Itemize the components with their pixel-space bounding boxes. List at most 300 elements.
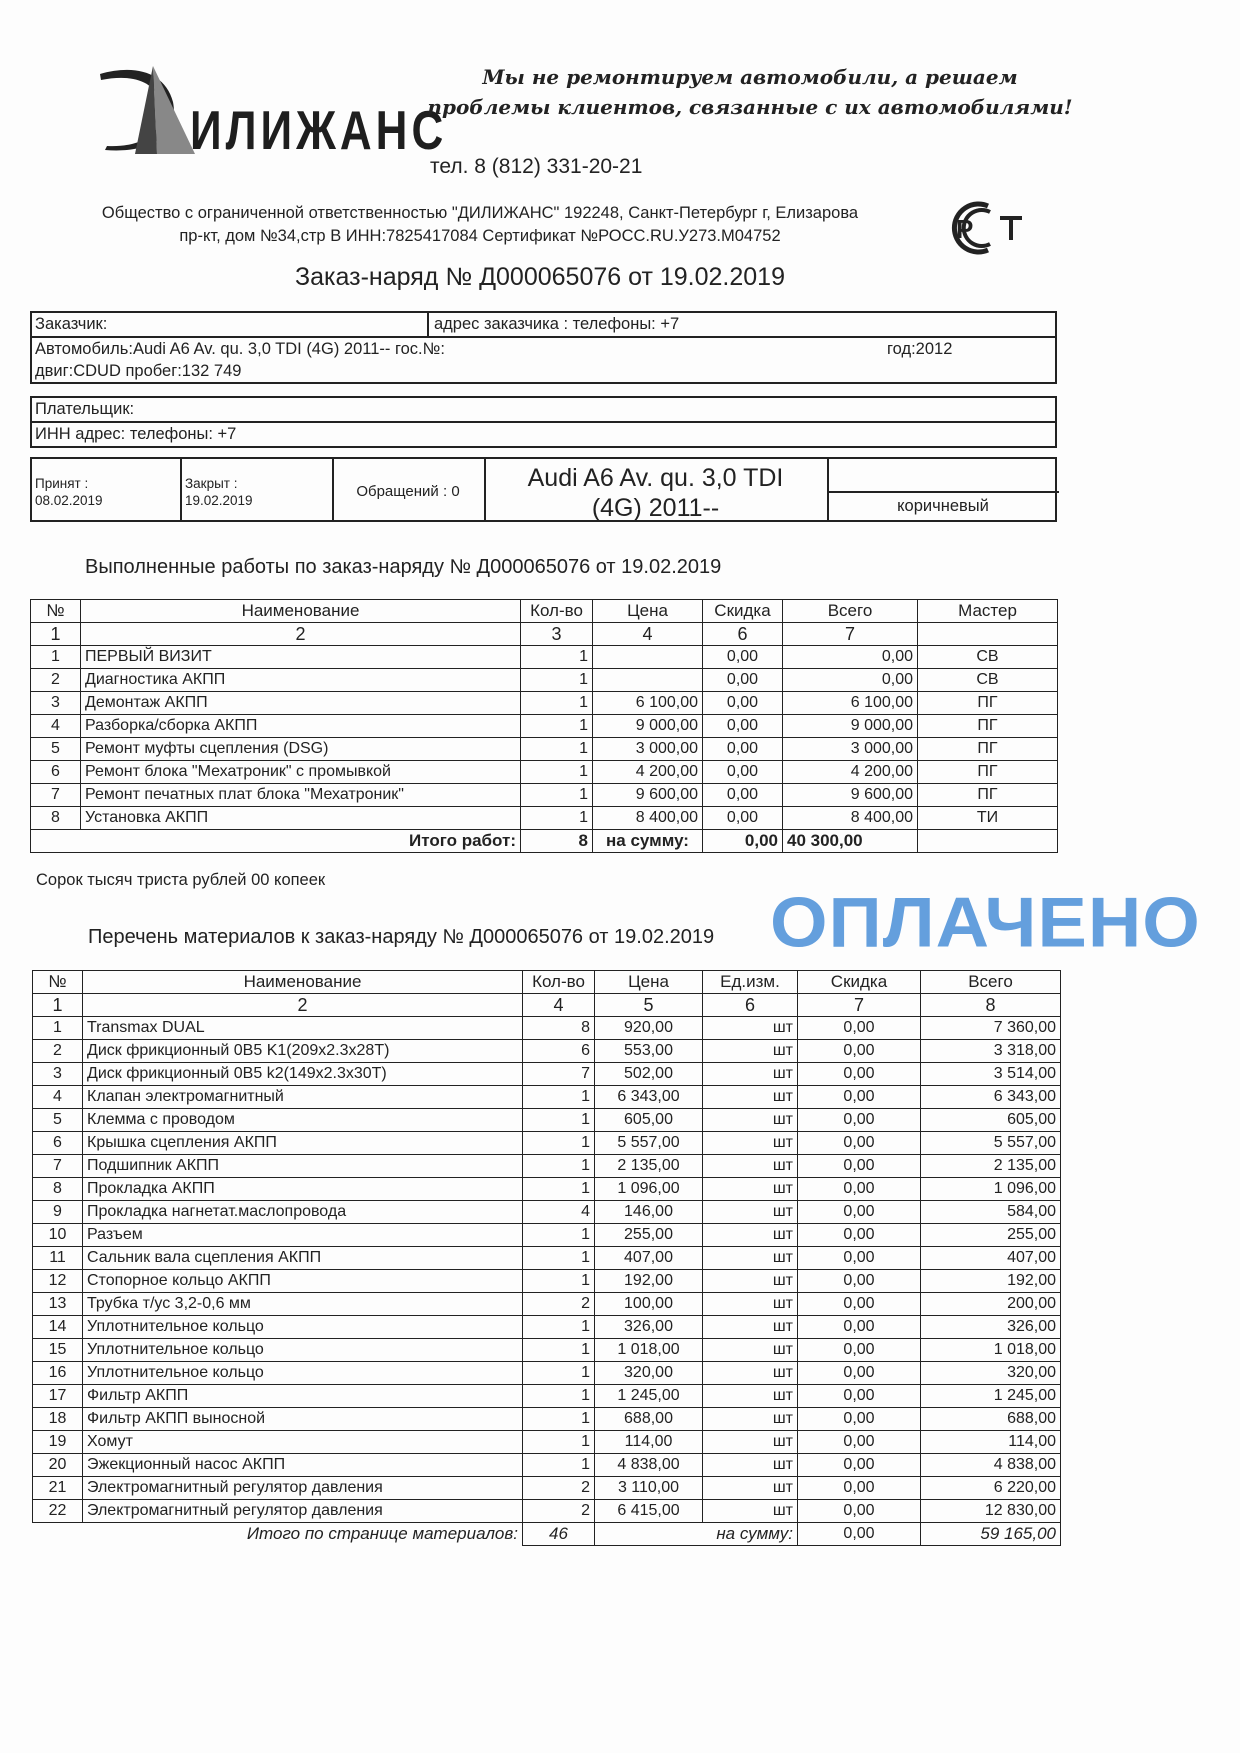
- material-name: Клапан электромагнитный: [83, 1086, 523, 1109]
- material-price: 1 245,00: [595, 1385, 703, 1408]
- payer-label: Плательщик:: [35, 400, 135, 418]
- column-number: 4: [523, 994, 595, 1017]
- material-price: 1 096,00: [595, 1178, 703, 1201]
- material-price: 6 343,00: [595, 1086, 703, 1109]
- material-total: 192,00: [921, 1270, 1061, 1293]
- work-discount: 0,00: [703, 807, 783, 830]
- row-number: 13: [33, 1293, 83, 1316]
- accepted-date: 08.02.2019: [35, 493, 103, 508]
- material-unit: шт: [703, 1270, 798, 1293]
- materials-section-title: Перечень материалов к заказ-наряду № Д000065076 от 19.02.2019: [88, 926, 715, 948]
- material-price: 326,00: [595, 1316, 703, 1339]
- column-number: 5: [595, 994, 703, 1017]
- company-details: [30, 202, 930, 248]
- row-number: 16: [33, 1362, 83, 1385]
- material-total: 12 830,00: [921, 1500, 1061, 1523]
- works-section-title: Выполненные работы по заказ-наряду № Д000065076 от 19.02.2019: [85, 556, 722, 578]
- material-name: Стопорное кольцо АКПП: [83, 1270, 523, 1293]
- row-number: 4: [31, 715, 81, 738]
- works-row: [31, 669, 1058, 692]
- works-row: [31, 646, 1058, 669]
- material-qty: 1: [523, 1316, 595, 1339]
- company-slogan: [420, 62, 1080, 122]
- row-number: 8: [33, 1178, 83, 1201]
- materials-row: [33, 1063, 1061, 1086]
- work-name: Разборка/сборка АКПП: [81, 715, 521, 738]
- column-header: Ед.изм.: [703, 971, 798, 994]
- material-qty: 2: [523, 1477, 595, 1500]
- material-price: 553,00: [595, 1040, 703, 1063]
- company-logo: [95, 62, 448, 162]
- material-discount: 0,00: [798, 1224, 921, 1247]
- materials-row: [33, 1385, 1061, 1408]
- material-qty: 1: [523, 1086, 595, 1109]
- materials-row: [33, 1224, 1061, 1247]
- car-model-summary: [484, 463, 827, 523]
- material-price: 192,00: [595, 1270, 703, 1293]
- material-price: 320,00: [595, 1362, 703, 1385]
- slogan-line: Мы не ремонтируем автомобили, а решаем: [482, 65, 1018, 89]
- material-discount: 0,00: [798, 1132, 921, 1155]
- work-total: 6 100,00: [783, 692, 918, 715]
- row-number: 10: [33, 1224, 83, 1247]
- material-name: Клемма с проводом: [83, 1109, 523, 1132]
- materials-column-numbers-row: [33, 994, 1061, 1017]
- material-qty: 7: [523, 1063, 595, 1086]
- row-number: 14: [33, 1316, 83, 1339]
- works-total-qty: 8: [521, 830, 593, 853]
- material-qty: 1: [523, 1431, 595, 1454]
- column-header: Наименование: [81, 600, 521, 623]
- work-discount: 0,00: [703, 669, 783, 692]
- material-total: 114,00: [921, 1431, 1061, 1454]
- material-price: 3 110,00: [595, 1477, 703, 1500]
- materials-total-label: Итого по странице материалов:: [246, 1524, 518, 1544]
- material-price: 605,00: [595, 1109, 703, 1132]
- materials-row: [33, 1040, 1061, 1063]
- materials-total-row: [33, 1523, 1061, 1546]
- row-number: 6: [31, 761, 81, 784]
- works-header-row: [31, 600, 1058, 623]
- company-details-line: пр-кт, дом №34,стр В ИНН:7825417084 Сертификат №РОСС.RU.У273.М04752: [179, 227, 781, 245]
- svg-text:Р: Р: [956, 214, 974, 244]
- work-price: 8 400,00: [593, 807, 703, 830]
- column-number: 6: [703, 994, 798, 1017]
- works-column-numbers-row: [31, 623, 1058, 646]
- material-name: Диск фрикционный 0B5 K1(209x2.3x28T): [83, 1040, 523, 1063]
- materials-table-body: [33, 1017, 1061, 1523]
- materials-row: [33, 1477, 1061, 1500]
- material-total: 6 343,00: [921, 1086, 1061, 1109]
- row-number: 1: [33, 1017, 83, 1040]
- row-number: 6: [33, 1132, 83, 1155]
- materials-row: [33, 1155, 1061, 1178]
- car-color: коричневый: [897, 497, 989, 515]
- work-qty: 1: [521, 807, 593, 830]
- material-discount: 0,00: [798, 1454, 921, 1477]
- materials-row: [33, 1109, 1061, 1132]
- material-price: 502,00: [595, 1063, 703, 1086]
- work-name: ПЕРВЫЙ ВИЗИТ: [81, 646, 521, 669]
- material-total: 255,00: [921, 1224, 1061, 1247]
- row-number: 22: [33, 1500, 83, 1523]
- material-name: Электромагнитный регулятор давления: [83, 1500, 523, 1523]
- materials-sum-label: на сумму:: [595, 1523, 798, 1546]
- customer-label: Заказчик:: [35, 315, 108, 333]
- material-unit: шт: [703, 1362, 798, 1385]
- material-total: 5 557,00: [921, 1132, 1061, 1155]
- work-price: 9 600,00: [593, 784, 703, 807]
- rst-certification-icon: [944, 200, 1034, 256]
- material-discount: 0,00: [798, 1247, 921, 1270]
- works-total-row: [31, 830, 1058, 853]
- column-number: 7: [783, 623, 918, 646]
- material-unit: шт: [703, 1178, 798, 1201]
- column-number: 1: [31, 623, 81, 646]
- materials-row: [33, 1178, 1061, 1201]
- material-unit: шт: [703, 1339, 798, 1362]
- work-total: 9 000,00: [783, 715, 918, 738]
- material-discount: 0,00: [798, 1362, 921, 1385]
- column-header: Цена: [595, 971, 703, 994]
- closed: [185, 475, 253, 509]
- payer-details: ИНН адрес: телефоны: +7: [35, 425, 237, 443]
- column-header: Всего: [783, 600, 918, 623]
- works-table-body: [31, 646, 1058, 830]
- company-phone: тел. 8 (812) 331-20-21: [430, 155, 643, 178]
- row-number: 7: [31, 784, 81, 807]
- work-name: Демонтаж АКПП: [81, 692, 521, 715]
- material-price: 2 135,00: [595, 1155, 703, 1178]
- column-header: Мастер: [918, 600, 1058, 623]
- row-number: 3: [33, 1063, 83, 1086]
- material-unit: шт: [703, 1040, 798, 1063]
- materials-row: [33, 1086, 1061, 1109]
- material-qty: 1: [523, 1155, 595, 1178]
- materials-row: [33, 1316, 1061, 1339]
- material-discount: 0,00: [798, 1270, 921, 1293]
- work-price: [593, 646, 703, 669]
- material-total: 3 318,00: [921, 1040, 1061, 1063]
- material-total: 605,00: [921, 1109, 1061, 1132]
- work-price: [593, 669, 703, 692]
- material-price: 114,00: [595, 1431, 703, 1454]
- material-unit: шт: [703, 1316, 798, 1339]
- material-discount: 0,00: [798, 1155, 921, 1178]
- column-number: 2: [81, 623, 521, 646]
- work-price: 4 200,00: [593, 761, 703, 784]
- material-total: 7 360,00: [921, 1017, 1061, 1040]
- material-discount: 0,00: [798, 1040, 921, 1063]
- work-discount: 0,00: [703, 738, 783, 761]
- material-unit: шт: [703, 1086, 798, 1109]
- column-number: 1: [33, 994, 83, 1017]
- material-discount: 0,00: [798, 1431, 921, 1454]
- material-unit: шт: [703, 1454, 798, 1477]
- materials-total-discount: 0,00: [798, 1523, 921, 1546]
- work-total: 0,00: [783, 646, 918, 669]
- row-number: 3: [31, 692, 81, 715]
- car-info: Автомобиль:Audi A6 Av. qu. 3,0 TDI (4G) 2011-- гос.№:: [35, 340, 445, 358]
- work-master: СВ: [918, 646, 1058, 669]
- material-unit: шт: [703, 1132, 798, 1155]
- sum-in-words: Сорок тысяч триста рублей 00 копеек: [36, 871, 326, 889]
- works-total-sum: 40 300,00: [783, 830, 918, 853]
- car-model-line: Audi A6 Av. qu. 3,0 TDI: [527, 464, 784, 492]
- material-price: 5 557,00: [595, 1132, 703, 1155]
- work-master: ПГ: [918, 784, 1058, 807]
- material-unit: шт: [703, 1408, 798, 1431]
- material-price: 6 415,00: [595, 1500, 703, 1523]
- material-name: Крышка сцепления АКПП: [83, 1132, 523, 1155]
- closed-label: Закрыт :: [185, 476, 238, 491]
- column-number: 6: [703, 623, 783, 646]
- work-discount: 0,00: [703, 646, 783, 669]
- row-number: 1: [31, 646, 81, 669]
- material-price: 688,00: [595, 1408, 703, 1431]
- works-row: [31, 761, 1058, 784]
- row-number: 20: [33, 1454, 83, 1477]
- work-master: ПГ: [918, 738, 1058, 761]
- material-total: 6 220,00: [921, 1477, 1061, 1500]
- material-discount: 0,00: [798, 1339, 921, 1362]
- payer-block: [30, 396, 1057, 448]
- materials-row: [33, 1132, 1061, 1155]
- work-qty: 1: [521, 738, 593, 761]
- work-total: 0,00: [783, 669, 918, 692]
- materials-row: [33, 1454, 1061, 1477]
- works-total-empty: [918, 830, 1058, 853]
- material-name: Фильтр АКПП: [83, 1385, 523, 1408]
- column-header: №: [33, 971, 83, 994]
- work-discount: 0,00: [703, 784, 783, 807]
- column-header: Всего: [921, 971, 1061, 994]
- work-price: 6 100,00: [593, 692, 703, 715]
- row-number: 8: [31, 807, 81, 830]
- material-total: 688,00: [921, 1408, 1061, 1431]
- work-name: Ремонт печатных плат блока "Мехатроник": [81, 784, 521, 807]
- engine-mileage: двиг:CDUD пробег:132 749: [35, 362, 242, 380]
- row-number: 5: [31, 738, 81, 761]
- material-name: Трубка т/ус 3,2-0,6 мм: [83, 1293, 523, 1316]
- material-name: Подшипник АКПП: [83, 1155, 523, 1178]
- work-qty: 1: [521, 784, 593, 807]
- row-number: 19: [33, 1431, 83, 1454]
- material-unit: шт: [703, 1109, 798, 1132]
- materials-row: [33, 1500, 1061, 1523]
- car-year: год:2012: [887, 340, 953, 358]
- material-unit: шт: [703, 1477, 798, 1500]
- material-total: 584,00: [921, 1201, 1061, 1224]
- material-unit: шт: [703, 1500, 798, 1523]
- material-discount: 0,00: [798, 1178, 921, 1201]
- logo-text: ИЛИЖАНС: [190, 100, 448, 162]
- material-total: 407,00: [921, 1247, 1061, 1270]
- material-name: Уплотнительное кольцо: [83, 1339, 523, 1362]
- paid-stamp: ОПЛАЧЕНО: [770, 883, 1201, 962]
- materials-total-sum: 59 165,00: [921, 1523, 1061, 1546]
- column-header: №: [31, 600, 81, 623]
- order-info-block: [30, 457, 1057, 522]
- material-discount: 0,00: [798, 1477, 921, 1500]
- material-unit: шт: [703, 1431, 798, 1454]
- materials-row: [33, 1270, 1061, 1293]
- column-number: 8: [921, 994, 1061, 1017]
- column-number: 4: [593, 623, 703, 646]
- material-price: 920,00: [595, 1017, 703, 1040]
- row-number: 2: [33, 1040, 83, 1063]
- material-qty: 8: [523, 1017, 595, 1040]
- visits-count: Обращений : 0: [356, 483, 460, 500]
- work-price: 3 000,00: [593, 738, 703, 761]
- material-total: 1 096,00: [921, 1178, 1061, 1201]
- work-qty: 1: [521, 715, 593, 738]
- material-name: Диск фрикционный 0B5 k2(149x2.3x30T): [83, 1063, 523, 1086]
- materials-table: [32, 970, 1061, 1546]
- work-price: 9 000,00: [593, 715, 703, 738]
- row-number: 17: [33, 1385, 83, 1408]
- material-total: 4 838,00: [921, 1454, 1061, 1477]
- work-qty: 1: [521, 646, 593, 669]
- work-qty: 1: [521, 761, 593, 784]
- material-unit: шт: [703, 1017, 798, 1040]
- material-discount: 0,00: [798, 1500, 921, 1523]
- works-total-label: Итого работ:: [31, 830, 521, 853]
- closed-date: 19.02.2019: [185, 493, 253, 508]
- accepted-label: Принят :: [35, 476, 89, 491]
- material-qty: 1: [523, 1454, 595, 1477]
- material-discount: 0,00: [798, 1086, 921, 1109]
- material-qty: 2: [523, 1500, 595, 1523]
- material-qty: 1: [523, 1132, 595, 1155]
- material-price: 146,00: [595, 1201, 703, 1224]
- column-header: Скидка: [703, 600, 783, 623]
- row-number: 11: [33, 1247, 83, 1270]
- material-name: Уплотнительное кольцо: [83, 1316, 523, 1339]
- work-total: 3 000,00: [783, 738, 918, 761]
- material-price: 407,00: [595, 1247, 703, 1270]
- material-discount: 0,00: [798, 1201, 921, 1224]
- customer-address-phone: адрес заказчика : телефоны: +7: [434, 315, 680, 333]
- customer-block: [30, 311, 1057, 384]
- material-price: 100,00: [595, 1293, 703, 1316]
- works-table: [30, 599, 1058, 853]
- row-number: 12: [33, 1270, 83, 1293]
- material-name: Разъем: [83, 1224, 523, 1247]
- material-discount: 0,00: [798, 1408, 921, 1431]
- material-name: Сальник вала сцепления АКПП: [83, 1247, 523, 1270]
- material-qty: 1: [523, 1339, 595, 1362]
- row-number: 9: [33, 1201, 83, 1224]
- material-discount: 0,00: [798, 1293, 921, 1316]
- column-number: 7: [798, 994, 921, 1017]
- material-qty: 1: [523, 1247, 595, 1270]
- row-number: 18: [33, 1408, 83, 1431]
- material-total: 320,00: [921, 1362, 1061, 1385]
- works-row: [31, 807, 1058, 830]
- material-unit: шт: [703, 1224, 798, 1247]
- row-number: 4: [33, 1086, 83, 1109]
- materials-row: [33, 1408, 1061, 1431]
- works-total-discount: 0,00: [703, 830, 783, 853]
- work-master: ПГ: [918, 761, 1058, 784]
- work-name: Ремонт муфты сцепления (DSG): [81, 738, 521, 761]
- material-total: 1 018,00: [921, 1339, 1061, 1362]
- material-name: Хомут: [83, 1431, 523, 1454]
- column-header: Скидка: [798, 971, 921, 994]
- work-master: СВ: [918, 669, 1058, 692]
- work-discount: 0,00: [703, 715, 783, 738]
- material-unit: шт: [703, 1155, 798, 1178]
- car-model-line: (4G) 2011--: [591, 494, 720, 522]
- material-qty: 1: [523, 1385, 595, 1408]
- works-row: [31, 715, 1058, 738]
- materials-row: [33, 1431, 1061, 1454]
- row-number: 2: [31, 669, 81, 692]
- work-master: ПГ: [918, 715, 1058, 738]
- material-discount: 0,00: [798, 1109, 921, 1132]
- material-total: 2 135,00: [921, 1155, 1061, 1178]
- material-total: 1 245,00: [921, 1385, 1061, 1408]
- work-name: Диагностика АКПП: [81, 669, 521, 692]
- material-qty: 6: [523, 1040, 595, 1063]
- material-price: 1 018,00: [595, 1339, 703, 1362]
- material-discount: 0,00: [798, 1063, 921, 1086]
- column-header: Кол-во: [521, 600, 593, 623]
- work-master: ТИ: [918, 807, 1058, 830]
- company-details-line: Общество с ограниченной ответственностью "ДИЛИЖАНС" 192248, Санкт-Петербург г, Елизарова: [101, 204, 859, 222]
- material-name: Электромагнитный регулятор давления: [83, 1477, 523, 1500]
- works-row: [31, 738, 1058, 761]
- material-qty: 4: [523, 1201, 595, 1224]
- material-unit: шт: [703, 1385, 798, 1408]
- work-total: 4 200,00: [783, 761, 918, 784]
- materials-header-row: [33, 971, 1061, 994]
- row-number: 21: [33, 1477, 83, 1500]
- work-qty: 1: [521, 669, 593, 692]
- materials-row: [33, 1017, 1061, 1040]
- material-qty: 1: [523, 1408, 595, 1431]
- material-name: Transmax DUAL: [83, 1017, 523, 1040]
- order-title: Заказ-наряд № Д000065076 от 19.02.2019: [295, 263, 785, 291]
- material-unit: шт: [703, 1063, 798, 1086]
- material-total: 326,00: [921, 1316, 1061, 1339]
- material-name: Уплотнительное кольцо: [83, 1362, 523, 1385]
- material-qty: 1: [523, 1270, 595, 1293]
- material-unit: шт: [703, 1293, 798, 1316]
- column-header: Цена: [593, 600, 703, 623]
- row-number: 15: [33, 1339, 83, 1362]
- material-total: 3 514,00: [921, 1063, 1061, 1086]
- material-unit: шт: [703, 1247, 798, 1270]
- row-number: 7: [33, 1155, 83, 1178]
- accepted: [35, 475, 103, 509]
- work-qty: 1: [521, 692, 593, 715]
- material-name: Прокладка нагнетат.маслопровода: [83, 1201, 523, 1224]
- material-total: 200,00: [921, 1293, 1061, 1316]
- material-discount: 0,00: [798, 1385, 921, 1408]
- material-discount: 0,00: [798, 1316, 921, 1339]
- column-number: [918, 623, 1058, 646]
- materials-total-qty: 46: [523, 1523, 595, 1546]
- column-number: 3: [521, 623, 593, 646]
- materials-row: [33, 1362, 1061, 1385]
- logo-emblem-icon: [95, 62, 205, 162]
- materials-row: [33, 1201, 1061, 1224]
- material-name: Прокладка АКПП: [83, 1178, 523, 1201]
- material-unit: шт: [703, 1201, 798, 1224]
- work-discount: 0,00: [703, 692, 783, 715]
